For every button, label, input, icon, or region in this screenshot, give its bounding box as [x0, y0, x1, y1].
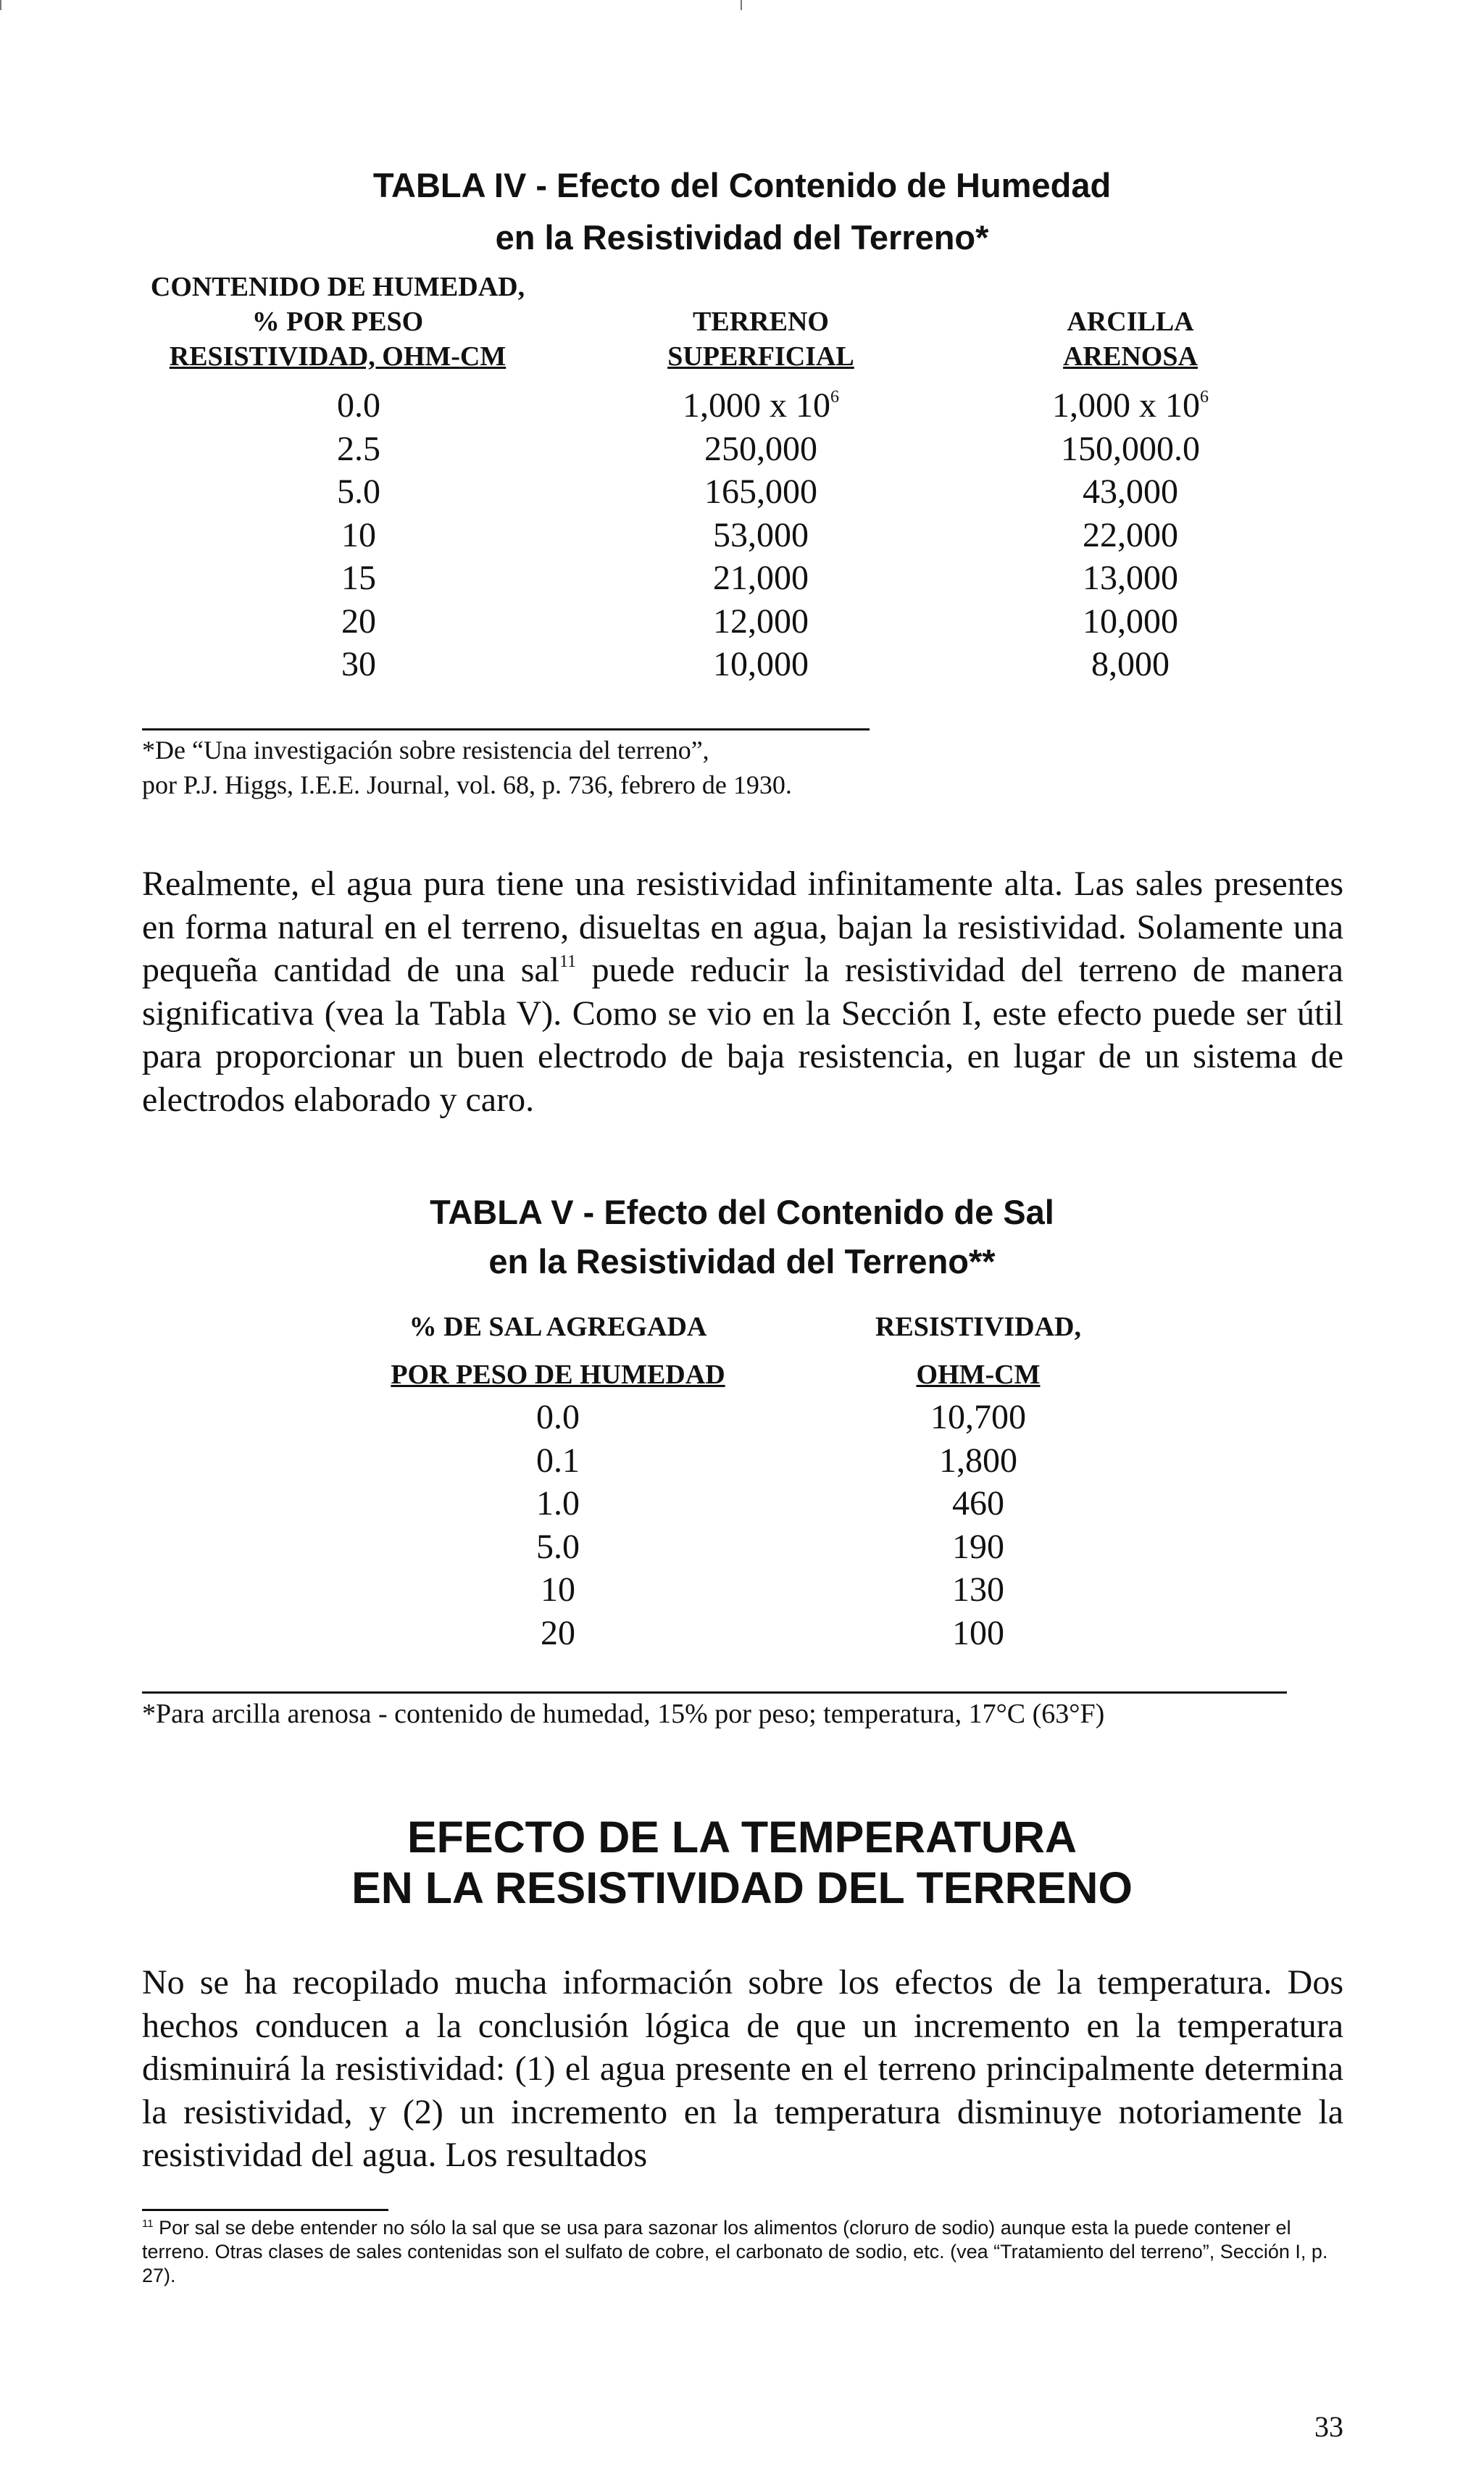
- table5-title-line1: TABLA V - Efecto del Contenido de Sal: [430, 1193, 1054, 1231]
- page-number: 33: [1314, 2410, 1343, 2443]
- paragraph-text: Realmente, el agua pura tiene una resistividad infinitamente alta. Las sales presentes en forma natural en el terreno, disueltas en agua, bajan la resistividad. Solamente una pequeña cantidad de una sal: [142, 865, 1343, 989]
- table4-col-superficial: [638, 384, 884, 686]
- table4-cell: [638, 384, 884, 428]
- table5-col1-header-line2: POR PESO DE HUMEDAD: [391, 1360, 725, 1390]
- table4-title-line1: TABLA IV - Efecto del Contenido de Humedad: [372, 166, 1112, 204]
- paragraph-text: puede reducir la resistividad del terreno de manera significativa (vea la Tabla V). Como se vio en la Sección I, este efecto puede ser útil para proporcionar un buen electrodo de baja resistencia, en lugar de un sistema de electrodos elaborado y caro.: [142, 951, 1343, 1119]
- table5-col2-header: [833, 1303, 1123, 1399]
- table4-col2-header-line1: TERRENO: [693, 307, 829, 337]
- table4-col1-header-line2: % POR PESO: [251, 307, 424, 337]
- table5-col-resistividad: [891, 1396, 1065, 1654]
- table5-cell: 0.1: [536, 1441, 580, 1480]
- table4-cell: 10: [341, 515, 376, 554]
- table5-col-sal: [485, 1396, 630, 1654]
- table5-cell: 100: [952, 1613, 1004, 1652]
- table4-cell: 43,000: [1083, 472, 1178, 511]
- table4-cell: 150,000.0: [1061, 429, 1200, 468]
- body-paragraph-temperatura: No se ha recopilado mucha información sobre los efectos de la temperatura. Dos hechos conducen a la conclusión lógica de que un incremento en la temperatura disminuirá la resistividad: (1) el agua presente en el terreno principalmente determina la resistividad, y (2) un incremento en la temperatura disminuye notoriamente la resistividad del agua. Los resultados: [142, 1963, 1343, 2174]
- table4-cell: 2.5: [337, 429, 380, 468]
- table5-cell: 10,700: [930, 1398, 1026, 1436]
- table4-cell: 250,000: [704, 429, 817, 468]
- table4-cell: 20: [341, 601, 376, 641]
- table4-cell: 8,000: [1091, 645, 1170, 683]
- table4-cell: 5.0: [337, 472, 380, 511]
- table4-cell: 13,000: [1083, 559, 1178, 597]
- table4-col3-header-line1: ARCILLA: [1067, 307, 1194, 337]
- section-heading-line2: EN LA RESISTIVIDAD DEL TERRENO: [351, 1863, 1133, 1912]
- table5-cell: 1,800: [939, 1441, 1017, 1480]
- table5-cell: 190: [952, 1527, 1004, 1566]
- table5-title-line2: en la Resistividad del Terreno**: [488, 1242, 996, 1281]
- table5-cell: 20: [541, 1613, 575, 1652]
- table4-cell: 10,000: [713, 645, 809, 683]
- table5-footnote: *Para arcilla arenosa - contenido de humedad, 15% por peso; temperatura, 17°C (63°F): [142, 1699, 1105, 1729]
- section-heading-line1: EFECTO DE LA TEMPERATURA: [407, 1812, 1077, 1862]
- page-footnote: [142, 2216, 1343, 2288]
- table4-col1-header-line3: RESISTIVIDAD, OHM-CM: [169, 341, 507, 372]
- crop-mark-left: [0, 0, 1, 10]
- table5-cell: 130: [952, 1570, 1004, 1609]
- table5-cell: 460: [952, 1484, 1004, 1523]
- table4-cell: 12,000: [713, 601, 809, 641]
- table4-cell-mantissa: 1,000 x 10: [683, 386, 830, 425]
- table4-col2-header-line2: SUPERFICIAL: [667, 341, 854, 372]
- table4-cell: 30: [341, 645, 376, 683]
- table4-title-line2: en la Resistividad del Terreno*: [495, 218, 989, 257]
- table5-cell: 5.0: [536, 1527, 580, 1566]
- crop-mark-center: [741, 0, 742, 10]
- table4-cell: 22,000: [1083, 515, 1178, 554]
- table5-col2-header-line2: OHM-CM: [916, 1360, 1041, 1390]
- table4-col1-header: [142, 270, 533, 374]
- table4-col3-header: [1000, 304, 1261, 374]
- table5-footnote-rule: [142, 1691, 1287, 1694]
- table4-footnote-line1: *De “Una investigación sobre resistencia del terreno”,: [142, 736, 709, 765]
- table4-cell: 165,000: [704, 472, 817, 511]
- table4-cell: [1007, 384, 1254, 428]
- table5-col1-header: [377, 1303, 739, 1399]
- table4-cell: 15: [341, 559, 376, 597]
- table4-col2-header: [630, 304, 891, 374]
- footnote-reference[interactable]: 11: [559, 952, 577, 971]
- table5-cell: 0.0: [536, 1398, 580, 1436]
- footnote-text: Por sal se debe entender no sólo la sal que se usa para sazonar los alimentos (cloruro de sodio) aunque esta la puede contener el terreno. Otras clases de sales contenidas son el sulfato de cobre, el carbonato de sodio, etc. (vea “Tratamiento del terreno”, Sección I, p. 27).: [142, 2217, 1328, 2286]
- table4-footnote-line2: por P.J. Higgs, I.E.E. Journal, vol. 68, p. 736, febrero de 1930.: [142, 770, 792, 799]
- table4-footnote-rule: [142, 728, 870, 730]
- table5-col2-header-line1: RESISTIVIDAD,: [875, 1312, 1082, 1342]
- table4-col-humedad: [286, 384, 431, 686]
- table4-cell-mantissa: 1,000 x 10: [1052, 386, 1200, 425]
- table4-col3-header-line2: ARENOSA: [1063, 341, 1198, 372]
- table4-col1-header-line1: CONTENIDO DE HUMEDAD,: [150, 272, 525, 302]
- table4-cell: 21,000: [713, 559, 809, 597]
- footnote-number: 11: [142, 2218, 154, 2230]
- table4-cell: 53,000: [713, 515, 809, 554]
- table4-cell: 0.0: [337, 386, 380, 425]
- table4-cell-exponent: 6: [1200, 388, 1209, 407]
- table4-col-arenosa: [1007, 384, 1254, 686]
- table4-cell: 10,000: [1083, 601, 1178, 641]
- body-paragraph-sales: [142, 862, 1343, 1121]
- table5-cell: 10: [541, 1570, 575, 1609]
- page-footnote-rule: [142, 2209, 388, 2211]
- table4-cell-exponent: 6: [830, 388, 839, 407]
- table5-cell: 1.0: [536, 1484, 580, 1523]
- table5-col1-header-line1: % DE SAL AGREGADA: [409, 1312, 707, 1342]
